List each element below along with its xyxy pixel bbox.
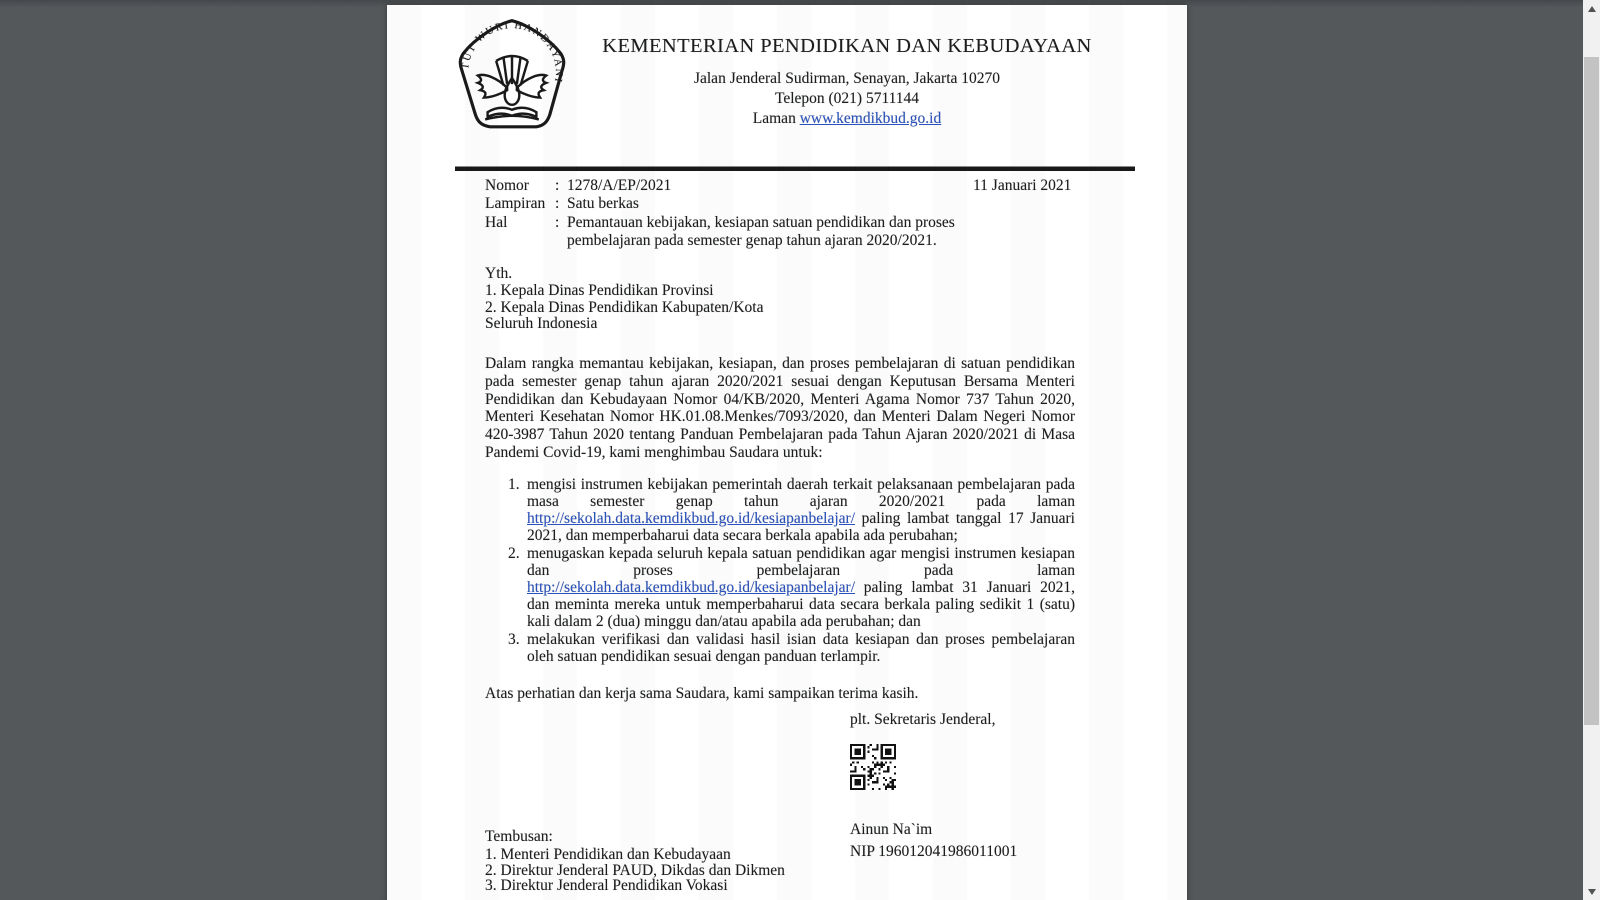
- recipient-block: [485, 266, 764, 333]
- letter-subject: Pemantauan kebijakan, kesiapan satuan pendidikan dan proses pembelajaran pada semester genap tahun ajaran 2020/2021.: [567, 213, 955, 249]
- scroll-down-icon: [1588, 889, 1596, 895]
- recipient-salutation: Yth.: [485, 265, 513, 282]
- list-item: [485, 545, 1075, 630]
- kesiapanbelajar-link[interactable]: http://sekolah.data.kemdikbud.go.id/kesiapanbelajar/: [527, 510, 855, 527]
- letterhead-address: [577, 69, 1117, 129]
- list-item: [485, 476, 1075, 544]
- tembusan-line: 2. Direktur Jenderal PAUD, Dikdas dan Dikmen: [485, 861, 785, 879]
- letter-page: [387, 5, 1187, 900]
- scroll-down-button[interactable]: [1583, 883, 1600, 900]
- closing-line: Atas perhatian dan kerja sama Saudara, kami sampaikan terima kasih.: [485, 685, 919, 702]
- list-item-number: 2.: [508, 545, 520, 562]
- recipient-line: 1. Kepala Dinas Pendidikan Provinsi: [485, 281, 714, 299]
- list-item-text: paling lambat tanggal 17 Januari 2021, dan memperbaharui data secara berkala apabila ada perubahan;: [527, 510, 1075, 544]
- tembusan-line: 1. Menteri Pendidikan dan Kebudayaan: [485, 845, 731, 863]
- letterhead: [577, 35, 1117, 129]
- list-item-text: mengisi instrumen kebijakan pemerintah daerah terkait pelaksanaan pembelajaran pada masa semester genap tahun ajaran 2020/2021 pada laman: [527, 476, 1075, 510]
- website-line: [577, 109, 1117, 129]
- meta-colon: :: [555, 177, 560, 194]
- meta-colon: :: [555, 213, 560, 231]
- list-item-number: 1.: [508, 476, 520, 493]
- instruction-list: [485, 476, 1075, 665]
- kesiapanbelajar-link[interactable]: http://sekolah.data.kemdikbud.go.id/kesiapanbelajar/: [527, 579, 855, 596]
- letter-number: 1278/A/EP/2021: [567, 177, 672, 194]
- list-item-text: melakukan verifikasi dan validasi hasil isian data kesiapan dan proses pembelajaran oleh satuan pendidikan sesuai dengan panduan terlampir.: [527, 631, 1075, 665]
- tembusan-label: Tembusan:: [485, 828, 553, 845]
- scroll-up-button[interactable]: [1583, 0, 1600, 17]
- recipient-line: Seluruh Indonesia: [485, 315, 598, 333]
- scroll-up-icon: [1588, 6, 1596, 12]
- list-item-text: paling lambat 31 Januari 2021, dan meminta mereka untuk memperbaharui data secara berkala paling sedikit 1 (satu) kali dalam 2 (dua) minggu dan/atau apabila ada perubahan; dan: [527, 579, 1075, 630]
- letterhead-rule: [455, 166, 1135, 171]
- letter-attachment: Satu berkas: [567, 195, 639, 213]
- tembusan-line: 3. Direktur Jenderal Pendidikan Vokasi: [485, 877, 728, 895]
- meta-colon: :: [555, 195, 560, 213]
- recipient-line: 2. Kepala Dinas Pendidikan Kabupaten/Kota: [485, 298, 764, 316]
- meta-label: Lampiran: [485, 195, 546, 213]
- svg-text:TUT WURI HANDAYANI: TUT WURI HANDAYANI: [460, 20, 565, 85]
- vertical-scrollbar[interactable]: [1583, 0, 1600, 900]
- signer-title: plt. Sekretaris Jenderal,: [850, 711, 996, 728]
- tembusan-block: [485, 829, 785, 894]
- ministry-name: KEMENTERIAN PENDIDIKAN DAN KEBUDAYAAN: [602, 35, 1092, 57]
- list-item: [485, 631, 1075, 665]
- scrollbar-thumb[interactable]: [1584, 57, 1599, 725]
- signer-name: Ainun Na`im: [850, 821, 933, 838]
- address-line: Jalan Jenderal Sudirman, Senayan, Jakarta 10270: [693, 70, 1001, 87]
- kemdikbud-website-link[interactable]: www.kemdikbud.go.id: [799, 110, 942, 127]
- signer-nip: NIP 196012041986011001: [850, 843, 1018, 860]
- list-item-text: menugaskan kepada seluruh kepala satuan pendidikan agar mengisi instrumen kesiapan dan proses pembelajaran pada laman: [527, 545, 1075, 579]
- list-item-number: 3.: [508, 631, 520, 648]
- meta-label: Nomor: [485, 177, 529, 194]
- letter-meta: [485, 177, 985, 250]
- phone-line: Telepon (021) 5711144: [774, 90, 920, 107]
- meta-label: Hal: [485, 213, 508, 231]
- opening-paragraph: Dalam rangka memantau kebijakan, kesiapan, dan proses pembelajaran di satuan pendidikan pada semester genap tahun ajaran 2020/2021 sesuai dengan Keputusan Bersama Menteri Pendidikan dan Kebudayaan Nomor 04/KB/2020, Menteri Agama Nomor 737 Tahun 2020, Menteri Kesehatan Nomor HK.01.08.Menkes/7093/2020, dan Menteri Dalam Negeri Nomor 420-3987 Tahun 2020 tentang Panduan Pembelajaran pada Tahun Ajaran 2020/2021 di Masa Pandemi Covid-19, kami menghimbau Saudara untuk:: [485, 355, 1075, 461]
- signature-block: [850, 711, 1017, 861]
- laman-label: Laman: [752, 110, 800, 127]
- letter-date: 11 Januari 2021: [973, 177, 1072, 194]
- tut-wuri-handayani-logo: [451, 17, 573, 139]
- qr-code: [850, 744, 896, 790]
